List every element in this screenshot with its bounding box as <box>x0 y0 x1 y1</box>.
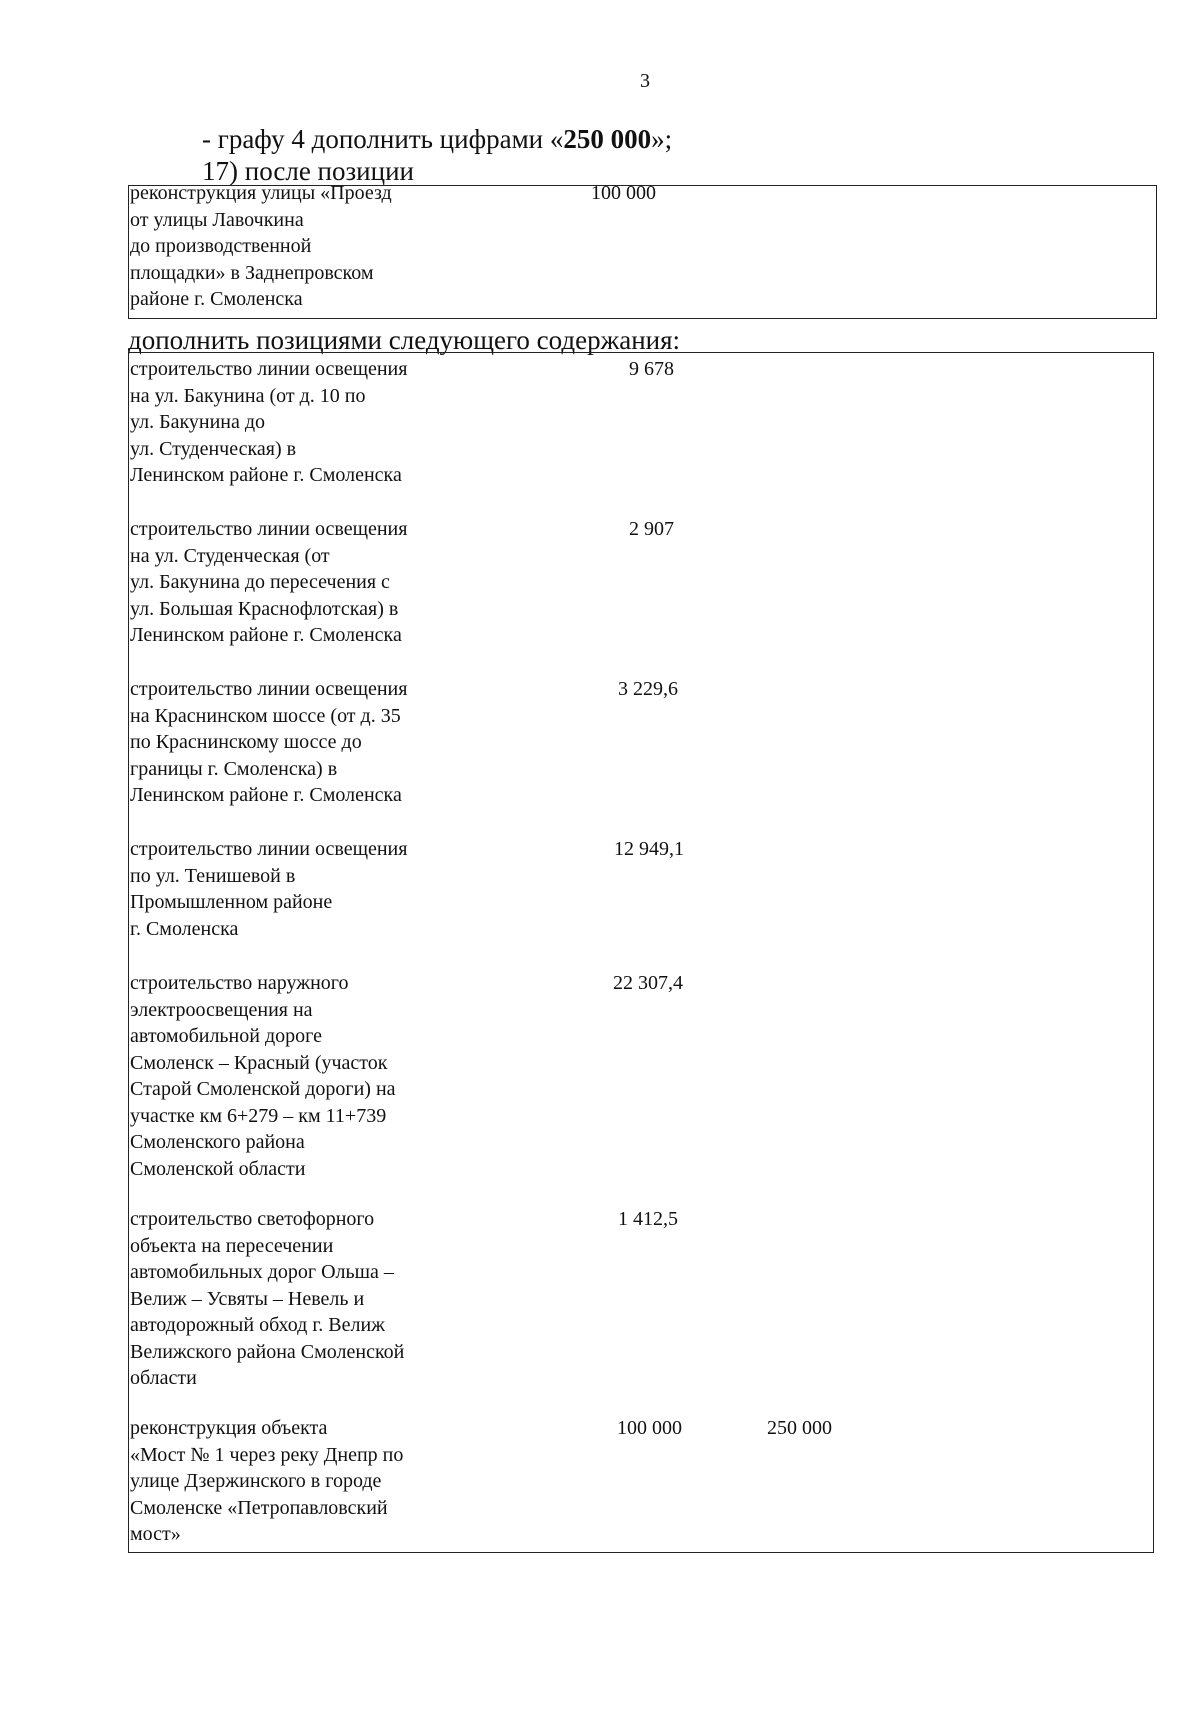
existing-position-table <box>128 182 1157 319</box>
position-value: 100 000 <box>617 1417 682 1439</box>
position-value: 1 412,5 <box>618 1208 678 1230</box>
page-number: 3 <box>640 70 650 92</box>
position-value: 3 229,6 <box>618 678 678 700</box>
amendment-line-item-17: 17) после позиции <box>202 156 414 186</box>
position-value: 22 307,4 <box>613 972 683 994</box>
position-value: 9 678 <box>629 358 674 380</box>
position-name: реконструкция объекта «Мост № 1 через реку Днепр по улице Дзержинского в городе Смоленске «Петропавловский мост» <box>130 1417 404 1545</box>
amendment-suffix: »; <box>651 124 673 154</box>
position-value: 2 907 <box>629 518 674 540</box>
position-value: 12 949,1 <box>614 838 684 860</box>
amendment-bold-value: 250 000 <box>563 124 652 154</box>
position-name: строительство линии освещения на Краснинском шоссе (от д. 35 по Краснинскому шоссе до границы г. Смоленска) в Ленинском районе г. Смоленска <box>130 678 408 806</box>
amendment-line-add-positions: дополнить позициями следующего содержания: <box>128 325 681 355</box>
existing-position-value: 100 000 <box>591 182 656 204</box>
position-name: строительство линии освещения по ул. Тенишевой в Промышленном районе г. Смоленска <box>130 838 408 940</box>
new-positions-table <box>128 352 1154 1553</box>
existing-position-name: реконструкция улицы «Проезд от улицы Лавочкина до производственной площадки» в Заднепровском районе г. Смоленска <box>130 182 392 310</box>
position-value-column-4: 250 000 <box>767 1417 832 1439</box>
amendment-line-graph-4 <box>202 124 672 154</box>
amendment-prefix: - графу 4 дополнить цифрами « <box>202 124 564 154</box>
position-name: строительство светофорного объекта на пересечении автомобильных дорог Ольша – Велиж – Усвяты – Невель и автодорожный обход г. Велиж Велижского района Смоленской области <box>130 1208 405 1389</box>
position-name: строительство линии освещения на ул. Студенческая (от ул. Бакунина до пересечения с ул. Большая Краснофлотская) в Ленинском районе г. Смоленска <box>130 518 408 646</box>
position-name: строительство линии освещения на ул. Бакунина (от д. 10 по ул. Бакунина до ул. Студенческая) в Ленинском районе г. Смоленска <box>130 358 408 486</box>
position-name: строительство наружного электроосвещения на автомобильной дороге Смоленск – Красный (участок Старой Смоленской дороги) на участке км 6+279 – км 11+739 Смоленского района Смоленской области <box>130 972 396 1180</box>
